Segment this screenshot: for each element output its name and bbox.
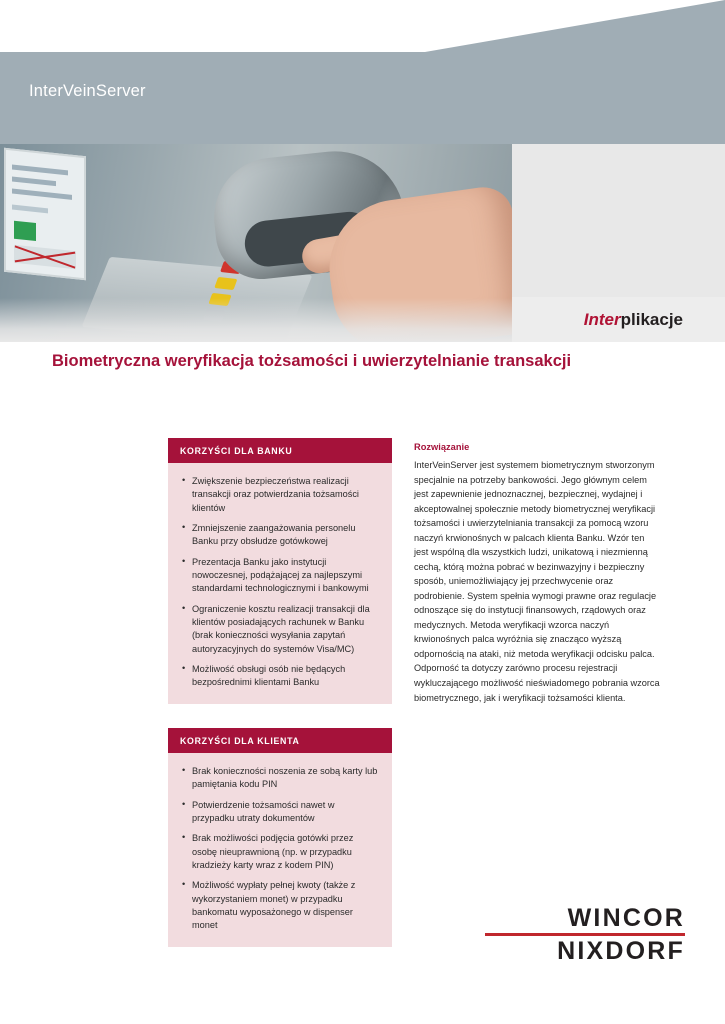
list-item: • Prezentacja Banku jako instytucji nowoczesnej, podążającej za najlepszymi standardami technologicznymi i bankowymi (182, 556, 378, 596)
atm-screen (4, 148, 86, 281)
benefits-column (168, 438, 392, 947)
list-item: • Potwierdzenie tożsamości nawet w przypadku utraty dokumentów (182, 799, 378, 826)
benefits-client-list (182, 765, 378, 933)
list-item: • Możliwość obsługi osób nie będących bezpośrednimi klientami Banku (182, 663, 378, 690)
list-item: • Możliwość wypłaty pełnej kwoty (także z wykorzystaniem monet) w przypadku bankomatu wyposażonego w dispenser monet (182, 879, 378, 932)
list-item: • Brak możliwości podjęcia gotówki przez osobę nieuprawnioną (np. w przypadku kradzieży karty wraz z kodem PIN) (182, 832, 378, 872)
page-title: Biometryczna weryfikacja tożsamości i uwierzytelnianie transakcji (52, 352, 572, 370)
list-item: • Ograniczenie kosztu realizacji transakcji dla klientów posiadających rachunek w Banku (brak konieczności wysyłania zapytań autoryzacyjnych do systemów Visa/MC) (182, 603, 378, 656)
atm-vein-scanner-photo (0, 144, 512, 342)
benefits-client-heading: KORZYŚCI DLA KLIENTA (168, 728, 392, 753)
box-spacer (168, 704, 392, 728)
solution-body: InterVeinServer jest systemem biometrycznym stworzonym specjalnie na potrzeby bankowości. Jego głównym celem jest zapewnienie jednoznacznej, bezpiecznej, wydajnej i akceptowalnej społecznie metody biometrycznej weryfikacji tożsamości i uwierzytelniania transakcji za pomocą wzoru naczyń krwionośnych w palcach klienta Banku. Wzór ten jest wspólną dla wszystkich ludzi, unikatową i niezmienną cechą, którą można pobrać w bezinwazyjny i bezpieczny sposób, uniemożliwiający jej przechwycenie oraz podrobienie. System spełnia wymogi prawne oraz regulacje odnoszące się do instytucji finansowych, rządowych oraz medycznych. Metoda weryfikacji wzorca naczyń krwionośnych palca wyróżnia się znacząco wyższą odpornością na ataki, niż metoda weryfikacji odcisku palca. Odporność ta dotyczy zarówno procesu rejestracji wykluczającego możliwość nieświadomego pobrania wzorca biometrycznego, jak i weryfikacji tożsamości klienta. (414, 460, 660, 703)
benefits-bank-heading: KORZYŚCI DLA BANKU (168, 438, 392, 463)
benefits-bank-body (168, 463, 392, 704)
solution-heading: Rozwiązanie (414, 442, 470, 452)
brand-tag-part1: Inter (583, 309, 621, 329)
brand-tag-part2: plikacje (620, 309, 683, 329)
screen-green-block (14, 221, 36, 241)
logo-rule (485, 933, 685, 936)
hero-section (0, 144, 725, 342)
benefits-bank-list (182, 475, 378, 690)
logo-line-1: WINCOR (567, 903, 685, 932)
header-band (0, 52, 725, 144)
photo-fade (0, 298, 512, 342)
logo-line-2: NIXDORF (557, 936, 685, 965)
solution-column (414, 442, 660, 705)
list-item: • Zmniejszenie zaangażowania personelu Banku przy obsłudze gotówkowej (182, 522, 378, 549)
list-item: • Brak konieczności noszenia ze sobą karty lub pamiętania kodu PIN (182, 765, 378, 792)
benefits-client-body (168, 753, 392, 947)
wincor-nixdorf-logo (485, 905, 685, 965)
benefits-client-box (168, 728, 392, 947)
list-item: • Zwiększenie bezpieczeństwa realizacji transakcji oraz potwierdzania tożsamości klientów (182, 475, 378, 515)
brand-tag (512, 297, 725, 342)
benefits-bank-box (168, 438, 392, 704)
screen-red-cross (14, 245, 76, 270)
product-title: InterVeinServer (29, 82, 146, 100)
